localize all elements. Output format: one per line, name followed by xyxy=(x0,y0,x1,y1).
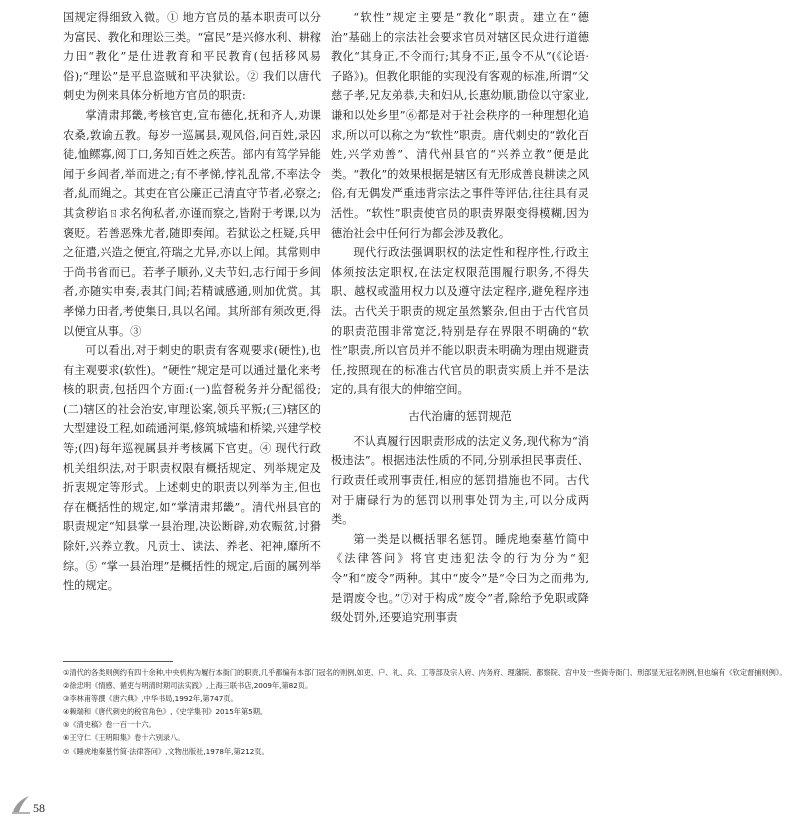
footnote: ③李林甫等撰《唐六典》,中华书局,1992年,第747页。 xyxy=(63,694,238,704)
right-column xyxy=(331,8,589,628)
body-paragraph: 现代行政法强调职权的法定性和程序性,行政主体须按法定职权,在法定权限范围履行职务,不得失职、越权或滥用权力以及遵守法定程序,避免程序违法。古代关于职责的规定虽然繁杂,但由于古代官员的职责范围非常宽泛,特别是存在界限不明确的“软性”职责,所以官员并不能以职责未明确为理由规避责任,按照现在的标准古代官员的职责实质上并不是法定的,具有很大的伸缩空间。 xyxy=(331,246,589,397)
footnote: ⑤《清史稿》卷一百一十六。 xyxy=(63,720,156,730)
body-paragraph: 不认真履行因职责形成的法定义务,现代称为“消极违法”。根据违法性质的不同,分别承担民事责任、行政责任或刑事责任,相应的惩罚措施也不同。古代对于庸碌行为的惩罚以刑事处罚为主,可以分成两类。 xyxy=(331,434,589,527)
footnote: ⑦《睡虎地秦墓竹简·法律答问》,文物出版社,1978年,第212页。 xyxy=(63,746,269,756)
footnote-divider xyxy=(63,661,173,662)
body-paragraph: 可以看出,对于刺史的职责有客观要求(硬性),也有主观要求(软性)。“硬性”规定是可以通过量化来考核的职责,包括四个方面:(一)监督税务并分配徭役;(二)辖区的社会治安,审理讼案,领兵平叛;(三)辖区的大型建设工程,如疏通河渠,修筑城墙和桥梁,兴建学校等;(四)每年巡视属县并考核属下官吏。④ 现代行政机关组织法,对于职责权限有概括规定、列举规定及折衷规定等形式。上述刺史的职责以列举为主,但也存在概括性的规定,如“掌清肃邦畿”。清代州县官的职责规定“知县掌一县治理,决讼断辟,劝农赈贫,讨猾除奸,兴养立教。凡贡士、读法、养老、祀神,靡所不综。⑤ “掌一县治理”是概括性的规定,后面的属列举性的规定。 xyxy=(63,344,321,593)
page-number: 58 xyxy=(33,801,45,815)
block-quote-tang-prefect: 掌清肃邦畿,考核官吏,宣布德化,抚和齐人,劝课农桑,敦谕五教。每岁一巡属县,观风俗,问百姓,录囚徒,恤鳏寡,阅丁口,务知百姓之疾苦。部内有笃学异能闻于乡闾者,举而进之;有不孝悌,悖礼乱常,不率法令者,糺而绳之。其吏在官公廉正己清直守节者,必察之;其贪秽谄ㄖ求名徇私者,亦谨而察之,皆附于考课,以为褒贬。若善恶殊尤者,随即奏闻。若狱讼之枉疑,兵甲之征遣,兴造之便宜,符瑞之尤异,亦以上闻。其常则申于尚书省而已。若孝子顺孙,义夫节妇,志行闻于乡闾者,亦随实申奏,表其门闾;若精诚感通,则加优赏。其孝悌力田者,考使集日,具以名闻。其所部有须改更,得以便宜从事。③ xyxy=(63,108,321,338)
footnote: ⑥王守仁《王明阳集》卷十六别录八。 xyxy=(63,733,185,743)
section-heading: 古代治庸的惩罚规范 xyxy=(408,408,512,423)
page-ornament-icon xyxy=(10,793,32,815)
footnotes xyxy=(63,666,787,758)
footnote: ②徐忠明《情感、循吏与明清时期司法实践》,上海三联书店,2009年,第82页。 xyxy=(63,681,313,691)
footnote: ①清代的各类则例约有四十余种,中央机构为履行本衙门的职责,几乎都编有本部门冠名的则例,如吏、户、礼、兵、工等部及宗人府、内务府、理藩院、都察院、宫中及一些衙寺衙门、刑部显无冠名则例,但也编有《钦定督捕则例》。 xyxy=(63,668,787,677)
body-paragraph: “软性”规定主要是“教化”职责。建立在“德治”基础上的宗法社会要求官员对辖区民众进行道德教化“其身正,不令而行;其身不正,虽令不从”(《论语·子路》)。但教化职能的实现没有客观的标准,所谓“父慈子孝,兄友弟恭,夫和妇从,长惠幼顺,勖俭以守家业,谦和以处乡里”⑥都是对于社会秩序的一种理想化追求,所以可以称之为“软性”职责。唐代刺史的“敦化百姓,兴学劝善”、清代州县官的“兴养立教”便是此类。“教化”的效果根据是辖区有无形成善良耕读之风俗,有无偶发严重违背宗法之事件等评估,往往具有灵活性。“软性”职责使官员的职责界限变得模糊,因为德治社会中任何行为都会涉及教化。 xyxy=(331,11,589,240)
body-paragraph: 国规定得细致入微。① 地方官员的基本职责可以分为富民、教化和理讼三类。“富民”是兴修水利、耕稼力田“教化”是仕进教育和平民教育(包括移风易俗);“理讼”是平息盗贼和平决狱讼。② 我们以唐代刺史为例来具体分析地方官员的职责: xyxy=(63,11,321,103)
footnote: ④赖瑞和《唐代刺史的税官角色》,《史学集刊》2015年第5期。 xyxy=(63,707,268,717)
left-column xyxy=(63,8,321,596)
body-paragraph: 第一类是以概括罪名惩罚。睡虎地秦墓竹简中《法律答问》将官吏违犯法令的行为分为“犯令”和“废令”两种。其中“废令”是“令曰为之而弗为,是谓废令也。”⑦对于构成“废令”者,除给予免职或降级处罚外,还要追究刑事责 xyxy=(331,532,589,625)
